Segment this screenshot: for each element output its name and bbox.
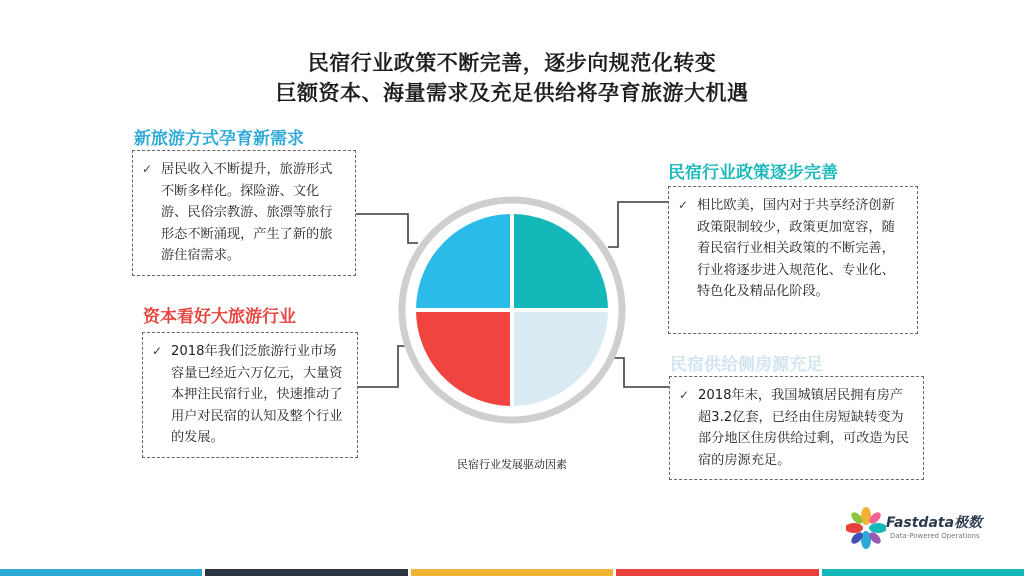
bottom-bar-segment (411, 569, 613, 576)
pie-slice-1 (512, 310, 610, 408)
text-supply: 2018年末，我国城镇居民拥有房产超3.2亿套，已经由住房短缺转变为部分地区住房供给过剩，可改造为民宿的房源充足。 (698, 388, 909, 468)
box-capital (142, 332, 358, 458)
page-title-line2: 巨额资本、海量需求及充足供给将孕育旅游大机遇 (275, 81, 749, 105)
heading-capital: 资本看好大旅游行业 (143, 307, 296, 327)
text-policy: 相比欧美，国内对于共享经济创新政策限制较少，政策更加宽容，随着民宿行业相关政策的不断完善，行业将逐步进入规范化、专业化、特色化及精品化阶段。 (697, 198, 895, 299)
chart-caption: 民宿行业发展驱动因素 (457, 458, 567, 471)
bottom-color-bar (0, 569, 1024, 576)
fastdata-logo (846, 506, 996, 552)
check-icon: ✓ (142, 162, 153, 176)
bottom-bar-segment (205, 569, 407, 576)
check-icon: ✓ (152, 344, 163, 358)
text-capital: 2018年我们泛旅游行业市场容量已经近六万亿元，大量资本押注民宿行业，快速推动了用户对民宿的认知及整个行业的发展。 (171, 344, 343, 445)
bottom-bar-segment (616, 569, 818, 576)
bottom-bar-segment (0, 569, 202, 576)
pie-slice-0 (512, 212, 610, 310)
logo-brand: Fastdata极数 (886, 515, 983, 531)
heading-supply: 民宿供给侧房源充足 (670, 355, 823, 375)
box-supply (669, 376, 924, 480)
flower-logo-icon (846, 506, 886, 550)
pie-slice-3 (414, 212, 512, 310)
box-new-demand (132, 150, 356, 276)
heading-policy: 民宿行业政策逐步完善 (668, 163, 838, 183)
bottom-bar-segment (822, 569, 1024, 576)
logo-tagline: Data-Powered Operations (890, 532, 980, 540)
box-policy (668, 186, 918, 334)
heading-new-demand: 新旅游方式孕育新需求 (134, 129, 304, 149)
pie-chart (398, 196, 626, 424)
text-new-demand: 居民收入不断提升，旅游形式不断多样化。探险游、文化游、民俗宗教游、旅漂等旅行形态不断涌现，产生了新的旅游住宿需求。 (161, 162, 333, 263)
pie-slice-2 (414, 310, 512, 408)
check-icon: ✓ (679, 388, 690, 402)
check-icon: ✓ (678, 198, 689, 212)
page-title-line1: 民宿行业政策不断完善，逐步向规范化转变 (307, 51, 717, 75)
